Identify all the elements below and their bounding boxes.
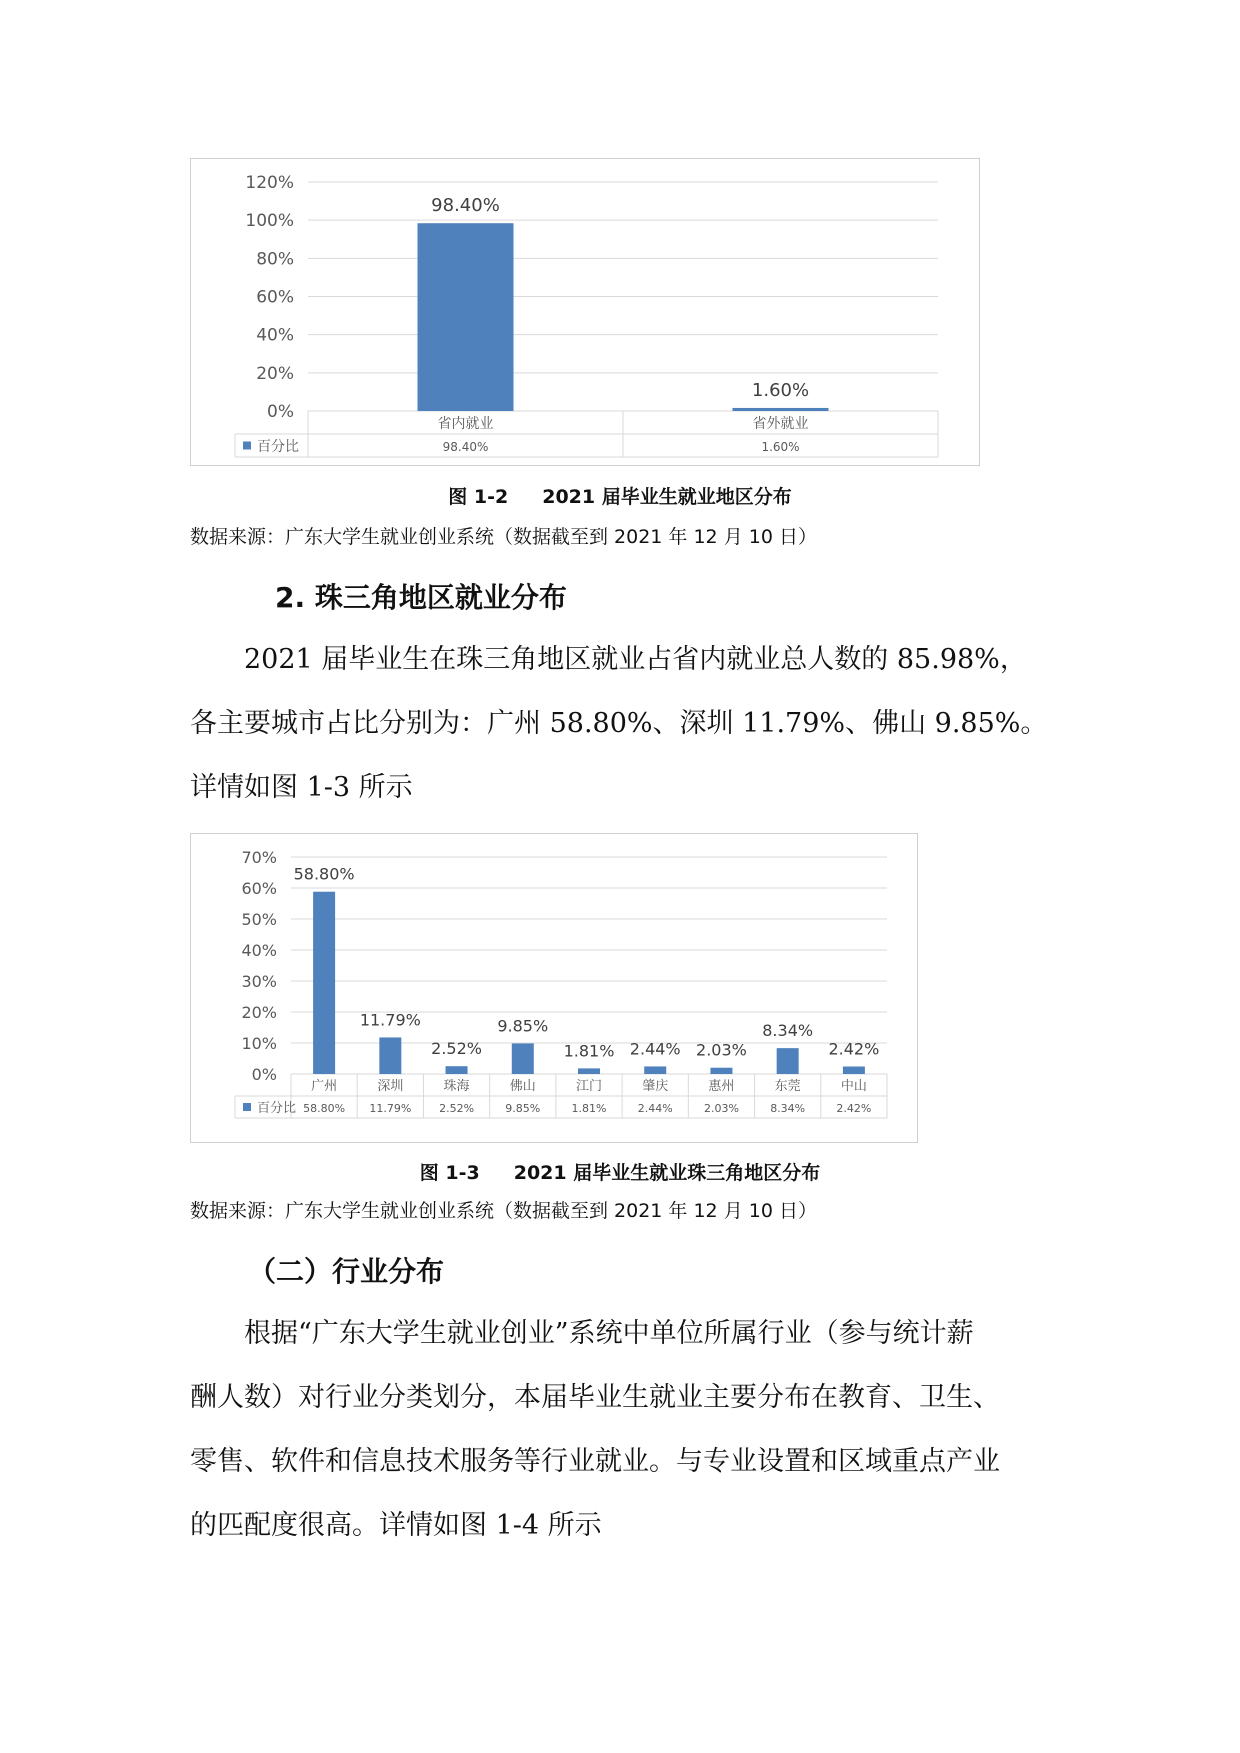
y-tick-label: 30%	[241, 972, 277, 991]
chart-prd-cities-svg	[191, 834, 917, 1142]
data-label: 1.81%	[563, 1041, 615, 1061]
data-label: 58.80%	[293, 864, 355, 884]
figure-1-2-source: 数据来源：广东大学生就业创业系统（数据截至到 2021 年 12 月 10 日）	[190, 526, 817, 548]
y-tick-label: 60%	[241, 879, 277, 898]
table-value: 11.79%	[369, 1102, 412, 1115]
table-value: 1.81%	[571, 1102, 607, 1115]
bar	[418, 223, 514, 411]
figure-1-2-title: 2021 届毕业生就业地区分布	[542, 486, 792, 508]
y-tick-label: 80%	[256, 249, 294, 270]
figure-1-3-caption	[0, 1158, 1240, 1185]
bar	[733, 408, 829, 411]
y-tick-label: 40%	[241, 941, 277, 960]
y-tick-label: 20%	[241, 1003, 277, 1022]
bar	[512, 1043, 534, 1074]
x-category-label: 惠州	[708, 1079, 735, 1094]
y-tick-label: 60%	[256, 287, 294, 308]
data-label: 1.60%	[751, 379, 810, 401]
table-value: 2.44%	[637, 1102, 673, 1115]
table-value: 1.60%	[761, 440, 800, 454]
legend-label: 百分比	[257, 1101, 297, 1116]
section-industry-paragraph	[190, 1302, 1070, 1558]
table-value: 9.85%	[505, 1102, 541, 1115]
data-label: 2.44%	[629, 1039, 681, 1059]
chart-employment-region	[190, 158, 980, 466]
x-category-label: 江门	[575, 1079, 603, 1094]
x-category-label: 深圳	[377, 1079, 404, 1094]
section-2-line-3: 详情如图 1-3 所示	[190, 772, 413, 803]
x-category-label: 佛山	[509, 1079, 536, 1094]
y-tick-label: 70%	[241, 848, 277, 867]
legend-label: 百分比	[257, 439, 299, 455]
bar	[578, 1068, 600, 1074]
data-label: 98.40%	[431, 195, 500, 217]
figure-1-2-caption	[0, 482, 1240, 509]
bar	[313, 892, 335, 1074]
data-label: 8.34%	[762, 1021, 814, 1041]
data-label: 11.79%	[359, 1010, 421, 1030]
bar	[843, 1066, 865, 1074]
table-value: 98.40%	[442, 440, 489, 454]
figure-1-3-number: 图 1-3	[419, 1162, 480, 1184]
x-category-label: 广州	[311, 1079, 338, 1094]
data-label: 9.85%	[497, 1016, 549, 1036]
table-value: 8.34%	[770, 1102, 806, 1115]
data-label: 2.03%	[696, 1040, 747, 1060]
section-industry-line-1: 根据“广东大学生就业创业”系统中单位所属行业（参与统计薪	[244, 1318, 974, 1349]
data-label: 2.42%	[828, 1039, 880, 1059]
x-category-label: 省外就业	[752, 416, 809, 432]
section-industry-line-4: 的匹配度很高。详情如图 1-4 所示	[190, 1510, 602, 1541]
data-label: 2.52%	[431, 1039, 482, 1059]
table-value: 2.52%	[439, 1102, 475, 1115]
legend-swatch	[243, 1103, 251, 1111]
y-tick-label: 0%	[267, 402, 294, 422]
section-2-line-2: 各主要城市占比分别为：广州 58.80%、深圳 11.79%、佛山 9.85%。	[190, 708, 1048, 739]
figure-1-3-title: 2021 届毕业生就业珠三角地区分布	[513, 1162, 821, 1184]
x-category-label: 省内就业	[437, 416, 494, 432]
chart-employment-region-svg	[191, 159, 979, 465]
bar	[777, 1048, 799, 1074]
section-2-heading: 2. 珠三角地区就业分布	[275, 581, 567, 614]
x-category-label: 东莞	[774, 1079, 801, 1094]
legend-swatch	[243, 442, 251, 450]
y-tick-label: 120%	[245, 173, 294, 193]
section-industry-line-3: 零售、软件和信息技术服务等行业就业。与专业设置和区域重点产业	[190, 1446, 1000, 1477]
x-category-label: 珠海	[443, 1079, 470, 1094]
section-2-paragraph	[190, 628, 1070, 820]
figure-1-2-number: 图 1-2	[448, 486, 509, 508]
x-category-label: 肇庆	[642, 1079, 669, 1094]
y-tick-label: 20%	[256, 363, 294, 384]
bar	[446, 1066, 468, 1074]
y-tick-label: 100%	[245, 211, 294, 232]
bar	[379, 1037, 401, 1074]
y-tick-label: 40%	[256, 325, 294, 346]
y-tick-label: 10%	[241, 1034, 277, 1053]
section-2-line-1: 2021 届毕业生在珠三角地区就业占省内就业总人数的 85.98%，	[244, 644, 1027, 675]
x-category-label: 中山	[840, 1079, 867, 1094]
section-industry-line-2: 酬人数）对行业分类划分，本届毕业生就业主要分布在教育、卫生、	[190, 1382, 1000, 1413]
section-industry-heading: （二）行业分布	[248, 1255, 445, 1288]
table-value: 2.42%	[836, 1102, 872, 1115]
table-value: 2.03%	[703, 1102, 739, 1115]
chart-prd-cities	[190, 833, 918, 1143]
y-tick-label: 50%	[241, 910, 277, 929]
y-tick-label: 0%	[251, 1065, 277, 1084]
table-value: 58.80%	[303, 1102, 346, 1115]
bar	[644, 1066, 666, 1074]
bar	[710, 1068, 732, 1074]
figure-1-3-source: 数据来源：广东大学生就业创业系统（数据截至到 2021 年 12 月 10 日）	[190, 1200, 817, 1222]
